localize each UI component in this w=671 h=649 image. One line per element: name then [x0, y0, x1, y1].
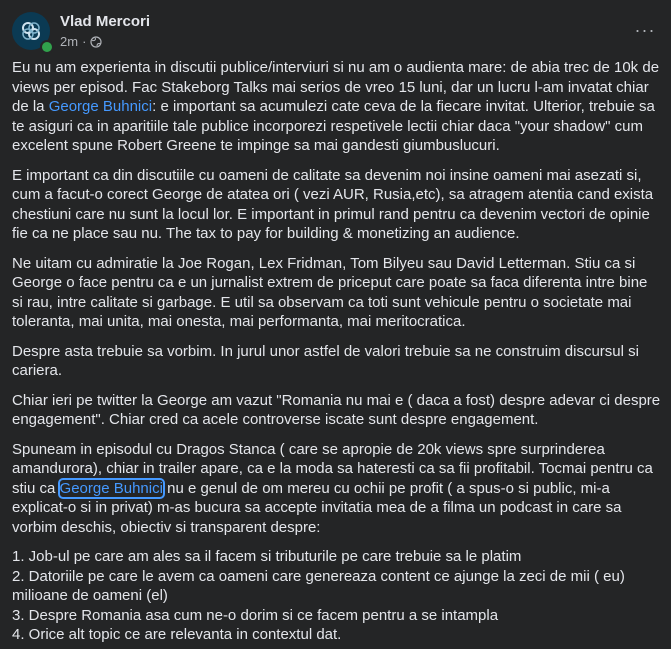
paragraph-1-text-b: : e important sa acumulezi cate ceva de la fiecare invitat. Ulterior, trebuie sa te asiguri ca in aparitiile tale publice incorporezi respetivele lectii chiar daca "your shadow" cum excelent spune Robert Greene te impinge sa mai gandesti giumbuslucuri.: [12, 98, 655, 154]
post-timestamp[interactable]: 2m: [60, 34, 79, 49]
list-item: 2. Datoriile pe care le avem ca oameni care genereaza content ce ajunge la zeci de mii ( eu) milioane de oameni (el): [12, 567, 625, 604]
paragraph-6-text-b: nu e genul de om mereu cu ochii pe profit ( a spus-o si public, mi-a explicat-o si in privat) m-as bucura sa accepte invitatia mea de a filma un podcast in care sa vorbim deschis, obiectiv si transparent despre:: [12, 479, 622, 536]
post-header: [12, 12, 659, 52]
paragraph-3: Ne uitam cu admiratie la Joe Rogan, Lex Fridman, Tom Bilyeu sau David Letterman. Stiu ca si George o face pentru ca e un jurnalist extrem de priceput care poate sa faca diferenta intre bine si rau, intre calitate si garbage. E util sa observam ca toti sunt vehicule pentru o societate mai toleranta, mai unita, mai onesta, mai performanta, mai meritocratica.: [12, 254, 648, 330]
online-status-dot: [40, 40, 54, 54]
list-item: 4. Orice alt topic ce are relevanta in contextul dat.: [12, 626, 342, 643]
topic-list: [12, 547, 662, 645]
list-item: 3. Despre Romania asa cum ne-o dorim si ce facem pentru a se intampla: [12, 606, 499, 624]
paragraph-6: [12, 440, 662, 538]
meta-separator: ·: [82, 34, 87, 49]
mention-george-buhnici[interactable]: George Buhnici: [48, 98, 153, 115]
logo-avatar-icon: [19, 19, 43, 43]
paragraph-4: Despre asta trebuie sa vorbim. In jurul unor astfel de valori trebuie sa ne construim discursul si cariera.: [12, 342, 639, 379]
post-body: [12, 58, 662, 645]
paragraph-1: [12, 58, 662, 156]
paragraph-5: Chiar ieri pe twitter la George am vazut "Romania nu mai e ( daca a fost) despre adevar ci despre engagement". Chiar cred ca acele controverse iscate sunt despre engagement.: [12, 391, 661, 428]
list-item: 1. Job-ul pe care am ales sa il facem si tributurile pe care trebuie sa le platim: [12, 548, 522, 565]
post-meta: [60, 33, 102, 50]
more-options-icon[interactable]: ···: [634, 19, 656, 40]
paragraph-6-text-a: Spuneam in episodul cu Dragos Stanca ( care se apropie de 20k views spre surprinderea amandurora), chiar in trailer apare, ca e la moda sa hateresti ca sa fii profitabil. Tocmai pentru ca stiu ca: [12, 440, 653, 497]
mention-george-buhnici-focused[interactable]: George Buhnici: [59, 479, 163, 497]
paragraph-2: E important ca din discutiile cu oameni de calitate sa devenim noi insine oameni mai asezati si, cum a facut-o corect George de atatea ori ( vezi AUR, Rusia,etc), sa atragem atentia cand exista chestiuni care nu sunt la locul lor. E important in primul rand pentru ca devenim vectori de opinie fie ca ne place sau nu. The tax to pay for building & monetizing an audience.: [12, 166, 654, 242]
paragraph-1-text-a: Eu nu am experienta in discutii publice/interviuri si nu am o audienta mare: de abia trec de 10k de views per episod. Fac Stakeborg Talks mai serios de vreo 15 luni, dar un lucru l-am invatat chiar de la: [12, 59, 660, 115]
author-name[interactable]: Vlad Mercori: [60, 13, 151, 30]
globe-icon[interactable]: [90, 36, 102, 48]
